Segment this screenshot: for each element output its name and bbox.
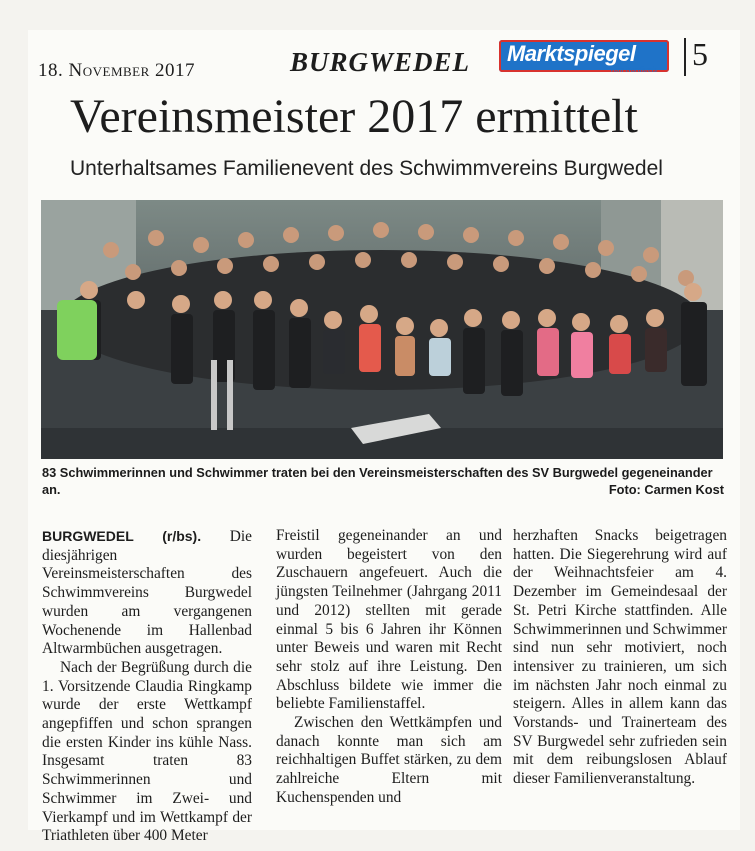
article-paragraph: Zwischen den Wettkämpfen und danach konnte man sich am reichhaltigen Buffet stärken, zu dem zahlreiche Eltern mit Kuchenspenden und — [276, 714, 502, 806]
issue-date: 18. November 2017 — [38, 60, 196, 81]
photo-credit: Foto: Carmen Kost — [608, 482, 724, 497]
group-photo — [41, 200, 723, 459]
article-headline: Vereinsmeister 2017 ermittelt — [70, 90, 638, 143]
article-dateline: BURGWEDEL (r/bs). — [42, 528, 202, 544]
header-divider — [684, 38, 686, 76]
article-paragraph: Die diesjährigen Vereinsmeisterschaften des Schwimmvereins Burgwedel wurden am vergangenen Wochenende im Hallenbad Altwarmbüchen ausgetragen. — [42, 528, 252, 658]
article-column-3 — [513, 527, 727, 789]
article-column-2 — [276, 527, 502, 808]
article-paragraph: Nach der Begrüßung durch die 1. Vorsitzende Claudia Ringkamp wurde der erste Wettkampf angepfiffen und schon sprangen die ersten Kinder ins kühle Nass. Insgesamt traten 83 Schwimmerinnen und Schwimmer im Zwei- und Vierkampf und im Wettkampf der Triathleten über 400 Meter — [42, 658, 252, 845]
article-column-1 — [42, 527, 252, 846]
marktspiegel-logo — [499, 40, 669, 72]
page-number: 5 — [692, 36, 708, 72]
logo-subtitle: vom Nordkreis — [610, 65, 657, 74]
article-subheadline: Unterhaltsames Familienevent des Schwimmvereins Burgwedel — [70, 157, 663, 180]
photo-caption — [42, 464, 724, 498]
group-photo-illustration — [41, 200, 723, 459]
article-paragraph: herzhaften Snacks beigetragen hatten. Die Siegerehrung wird auf der Weihnachtsfeier am 4. Dezember im Gemeindesaal der St. Petri Kirche stattfinden. Alle Schwimmerinnen und Schwimmer sind nun sehr motiviert, noch intensiver zu trainieren, um sich im nächsten Jahr noch einmal zu steigern. Alles in allem kann das Vorstands- und Trainerteam des SV Burgwedel sehr zufrieden sein mit dem reibungslosen Ablauf dieser Familienveranstaltung. — [513, 527, 727, 788]
section-title: BURGWEDEL — [290, 47, 471, 77]
caption-text: 83 Schwimmerinnen und Schwimmer traten bei den Vereinsmeisterschaften des SV Burgwedel gegeneinander an. — [42, 465, 713, 497]
article-paragraph: Freistil gegeneinander an und wurden begeistert von den Zuschauern angefeuert. Auch die jüngsten Teilnehmer (Jahrgang 2011 und 2012) stellten mit gerade einmal 5 bis 6 Jahren ihr Können unter Beweis und waren mit Recht sehr stolz auf ihre Leistung. Den Abschluss bildete wie immer die beliebte Familienstaffel. — [276, 527, 502, 713]
logo-wordmark: Marktspiegel — [507, 41, 636, 66]
